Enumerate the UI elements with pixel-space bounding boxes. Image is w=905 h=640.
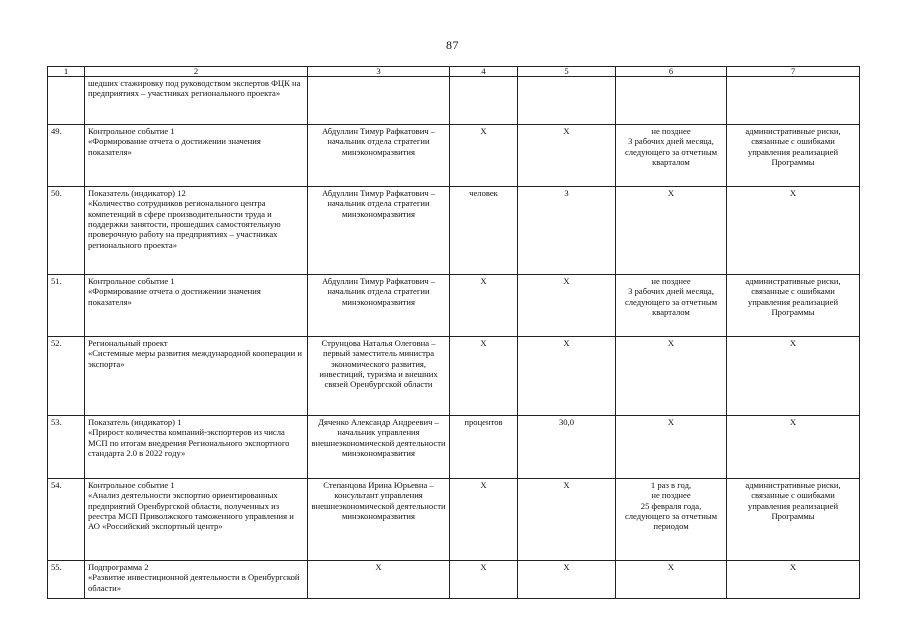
table-row bbox=[48, 337, 860, 416]
responsible-person bbox=[308, 77, 450, 125]
unit-of-measure: X bbox=[450, 479, 518, 561]
column-number: 3 bbox=[308, 67, 450, 77]
risks: X bbox=[727, 561, 860, 599]
responsible-person: Абдуллин Тимур Рафкатович – начальник отдела стратегии минэкономразвития bbox=[308, 125, 450, 187]
deadline: 1 раз в год, не позднее 25 февраля года, следующего за отчетным периодом bbox=[616, 479, 727, 561]
risks bbox=[727, 77, 860, 125]
row-number: 55. bbox=[48, 561, 85, 599]
row-number: 53. bbox=[48, 416, 85, 479]
row-number: 51. bbox=[48, 275, 85, 337]
row-number: 50. bbox=[48, 187, 85, 275]
event-name: Контрольное событие 1 «Формирование отчета о достижении значения показателя» bbox=[85, 125, 308, 187]
column-numbers-row bbox=[48, 67, 860, 77]
responsible-person: Степанцова Ирина Юрьевна – консультант управления внешнеэкономической деятельности минэкономразвития bbox=[308, 479, 450, 561]
risks: административные риски, связанные с ошибками управления реализацией Программы bbox=[727, 125, 860, 187]
table-rows bbox=[48, 77, 860, 599]
risks: X bbox=[727, 187, 860, 275]
row-number: 52. bbox=[48, 337, 85, 416]
indicator-value: 3 bbox=[518, 187, 616, 275]
deadline: X bbox=[616, 337, 727, 416]
indicator-value: 30,0 bbox=[518, 416, 616, 479]
table-row bbox=[48, 416, 860, 479]
row-number: 49. bbox=[48, 125, 85, 187]
column-number: 5 bbox=[518, 67, 616, 77]
responsible-person: Абдуллин Тимур Рафкатович – начальник отдела стратегии минэкономразвития bbox=[308, 187, 450, 275]
indicator-value: X bbox=[518, 125, 616, 187]
indicator-value: X bbox=[518, 479, 616, 561]
risks: административные риски, связанные с ошибками управления реализацией Программы bbox=[727, 275, 860, 337]
deadline: X bbox=[616, 187, 727, 275]
row-number: 54. bbox=[48, 479, 85, 561]
deadline: не позднее 3 рабочих дней месяца, следующего за отчетным кварталом bbox=[616, 275, 727, 337]
table-row bbox=[48, 125, 860, 187]
event-name: Региональный проект «Системные меры развития международной кооперации и экспорта» bbox=[85, 337, 308, 416]
column-number: 2 bbox=[85, 67, 308, 77]
risks: административные риски, связанные с ошибками управления реализацией Программы bbox=[727, 479, 860, 561]
table-row bbox=[48, 561, 860, 599]
unit-of-measure: X bbox=[450, 125, 518, 187]
page-number: 87 bbox=[446, 38, 459, 52]
table-row bbox=[48, 479, 860, 561]
deadline: не позднее 3 рабочих дней месяца, следующего за отчетным кварталом bbox=[616, 125, 727, 187]
deadline: X bbox=[616, 416, 727, 479]
unit-of-measure: процентов bbox=[450, 416, 518, 479]
indicator-value: X bbox=[518, 275, 616, 337]
unit-of-measure: X bbox=[450, 275, 518, 337]
indicator-value bbox=[518, 77, 616, 125]
deadline: X bbox=[616, 561, 727, 599]
responsible-person: X bbox=[308, 561, 450, 599]
unit-of-measure: X bbox=[450, 337, 518, 416]
table-row bbox=[48, 77, 860, 125]
indicators-table bbox=[47, 66, 860, 599]
column-number: 1 bbox=[48, 67, 85, 77]
row-number bbox=[48, 77, 85, 125]
responsible-person: Дяченко Александр Андреевич – начальник управления внешнеэкономической деятельности минэкономразвития bbox=[308, 416, 450, 479]
responsible-person: Струнцова Наталья Олеговна – первый заместитель министра экономического развития, инвестиций, туризма и внешних связей Оренбургской области bbox=[308, 337, 450, 416]
event-name: Показатель (индикатор) 12 «Количество сотрудников регионального центра компетенций в сфере производительности труда и поддержки занятости, прошедших самостоятельную проверочную работу на предприятиях – участниках регионального проекта» bbox=[85, 187, 308, 275]
event-name: Подпрограмма 2 «Развитие инвестиционной деятельности в Оренбургской области» bbox=[85, 561, 308, 599]
column-number: 4 bbox=[450, 67, 518, 77]
responsible-person: Абдуллин Тимур Рафкатович – начальник отдела стратегии минэкономразвития bbox=[308, 275, 450, 337]
indicator-value: X bbox=[518, 337, 616, 416]
risks: X bbox=[727, 416, 860, 479]
risks: X bbox=[727, 337, 860, 416]
column-number: 6 bbox=[616, 67, 727, 77]
table-row bbox=[48, 275, 860, 337]
unit-of-measure bbox=[450, 77, 518, 125]
indicator-value: X bbox=[518, 561, 616, 599]
event-name: шедших стажировку под руководством экспертов ФЦК на предприятиях – участниках регионального проекта» bbox=[85, 77, 308, 125]
event-name: Показатель (индикатор) 1 «Прирост количества компаний-экспортеров из числа МСП по итогам внедрения Регионального экспортного стандарта 2.0 в 2022 году» bbox=[85, 416, 308, 479]
deadline bbox=[616, 77, 727, 125]
unit-of-measure: человек bbox=[450, 187, 518, 275]
column-number: 7 bbox=[727, 67, 860, 77]
event-name: Контрольное событие 1 «Анализ деятельности экспортно ориентированных предприятий Оренбургской области, полученных из реестра МСП Приволжского таможенного управления и АО «Российский экспортный центр» bbox=[85, 479, 308, 561]
table-row bbox=[48, 187, 860, 275]
unit-of-measure: X bbox=[450, 561, 518, 599]
event-name: Контрольное событие 1 «Формирование отчета о достижении значения показателя» bbox=[85, 275, 308, 337]
